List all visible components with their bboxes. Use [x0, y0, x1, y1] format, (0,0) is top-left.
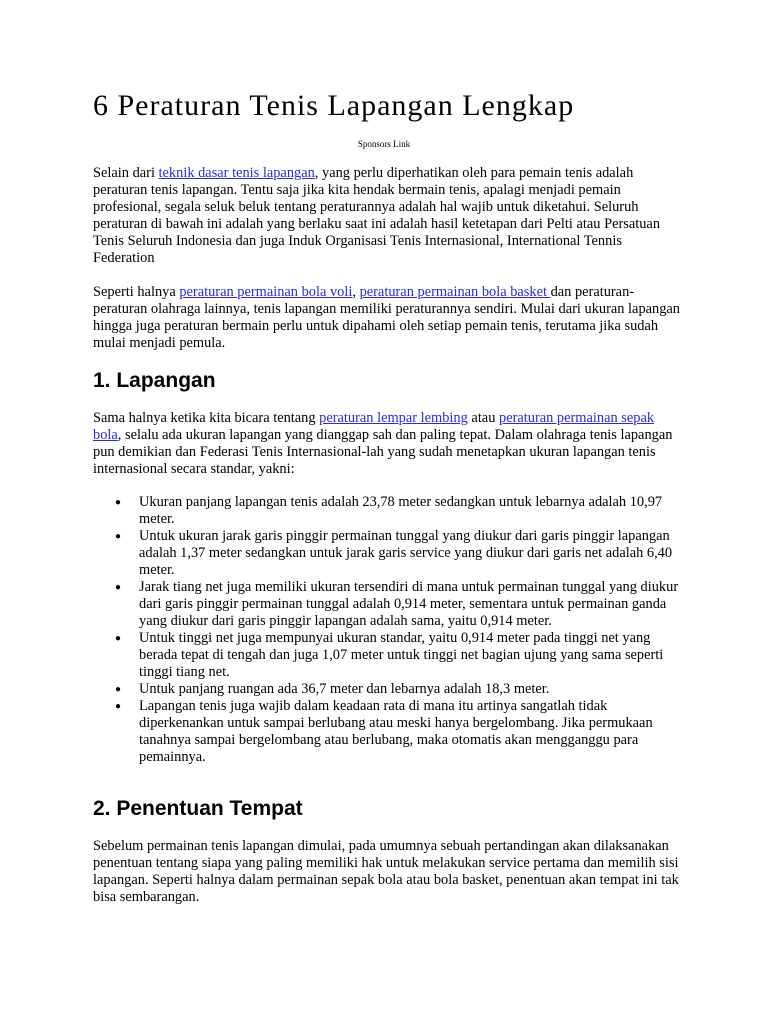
link-peraturan-lempar-lembing[interactable]: peraturan lempar lembing [319, 410, 468, 426]
link-peraturan-bola-basket[interactable]: peraturan permainan bola basket [359, 284, 551, 300]
intro-paragraph [93, 165, 683, 267]
section-heading-penentuan-tempat: 2. Penentuan Tempat [93, 797, 303, 820]
sponsors-link-label: Sponsors Link [357, 139, 411, 149]
list-item [93, 681, 683, 698]
para2-text-2: , [352, 284, 360, 300]
list-item-text: Untuk panjang ruangan ada 36,7 meter dan lebarnya adalah 18,3 meter. [139, 681, 550, 697]
list-item-text: Untuk ukuran jarak garis pinggir permainan tunggal yang diukur dari garis pinggir lapangan adalah 1,37 meter sedangkan untuk jarak garis service yang diukur dari garis net adalah 6,40 meter. [139, 528, 673, 578]
lapangan-text-2: atau [467, 410, 499, 426]
link-teknik-dasar-tenis[interactable]: teknik dasar tenis lapangan [158, 165, 315, 181]
second-paragraph [93, 284, 683, 352]
link-peraturan-sepak-bola[interactable]: peraturan permainan sepak bola [93, 410, 655, 443]
bullet-icon: ● [115, 582, 122, 593]
section-heading-lapangan: 1. Lapangan [93, 369, 216, 392]
list-item [93, 579, 683, 630]
page-title: 6 Peraturan Tenis Lapangan Lengkap [93, 89, 575, 122]
penentuan-tempat-paragraph: Sebelum permainan tenis lapangan dimulai, pada umumnya sebuah pertandingan akan dilaksanakan penentuan tentang siapa yang paling memiliki hak untuk melakukan service pertama dan memilih sisi lapangan. Seperti halnya dalam permainan sepak bola atau bola basket, penentuan akan tempat ini tak bisa sembarangan. [93, 838, 679, 905]
intro-text-1: Selain dari [93, 165, 159, 181]
lapangan-text-3: , selalu ada ukuran lapangan yang dianggap sah dan paling tepat. Dalam olahraga tenis lapangan pun demikian dan Federasi Tenis Internasional-lah yang sudah menetapkan ukuran lapangan tenis internasional secara standar, yakni: [93, 427, 673, 477]
list-item-text: Ukuran panjang lapangan tenis adalah 23,78 meter sedangkan untuk lebarnya adalah 10,97 meter. [139, 494, 663, 527]
intro-text-2: , yang perlu diperhatikan oleh para pemain tenis adalah peraturan tenis lapangan. Tentu saja jika kita hendak bermain tenis, apalagi menjadi pemain profesional, segala seluk beluk tentang peraturannya adalah hal wajib untuk diketahui. Seluruh peraturan di bawah ini adalah yang berlaku saat ini adalah hasil ketetapan dari Pelti atau Persatuan Tenis Seluruh Indonesia dan juga Induk Organisasi Tenis Internasional, International Tennis Federation [93, 165, 661, 266]
list-item [93, 528, 683, 579]
para2-text-3: dan peraturan-peraturan olahraga lainnya, tenis lapangan memiliki peraturannya sendiri. Mulai dari ukuran lapangan hingga juga peraturan bermain perlu untuk dipahami oleh setiap pemain tenis, terutama jika sudah mulai menjadi pemula. [93, 284, 681, 351]
bullet-icon: ● [115, 633, 122, 644]
lapangan-paragraph [93, 410, 683, 478]
para2-text-1: Seperti halnya [93, 284, 180, 300]
list-item [93, 698, 683, 766]
bullet-icon: ● [115, 684, 122, 695]
bullet-icon: ● [115, 497, 122, 508]
list-item-text: Jarak tiang net juga memiliki ukuran tersendiri di mana untuk permainan tunggal yang diukur dari garis pinggir permainan tunggal adalah 0,914 meter, sementara untuk permainan ganda yang diukur dari garis pinggir lapangan adalah sama, yaitu 0,914 meter. [139, 579, 679, 629]
list-item [93, 630, 683, 681]
list-item [93, 494, 683, 528]
lapangan-text-1: Sama halnya ketika kita bicara tentang [93, 410, 320, 426]
list-item-text: Untuk tinggi net juga mempunyai ukuran standar, yaitu 0,914 meter pada tinggi net yang berada tepat di tengah dan juga 1,07 meter untuk tinggi net bagian ujung yang sama seperti tinggi tiang net. [139, 630, 664, 680]
link-peraturan-bola-voli[interactable]: peraturan permainan bola voli [179, 284, 353, 300]
bullet-icon: ● [115, 531, 122, 542]
list-item-text: Lapangan tenis juga wajib dalam keadaan rata di mana itu artinya sangatlah tidak diperkenankan untuk sampai berlubang atau meski hanya bergelombang. Jika permukaan tanahnya sampai bergelombang atau berlubang, maka otomatis akan mengganggu para pemainnya. [139, 698, 653, 765]
lapangan-bullet-list [93, 494, 683, 766]
bullet-icon: ● [115, 701, 122, 712]
